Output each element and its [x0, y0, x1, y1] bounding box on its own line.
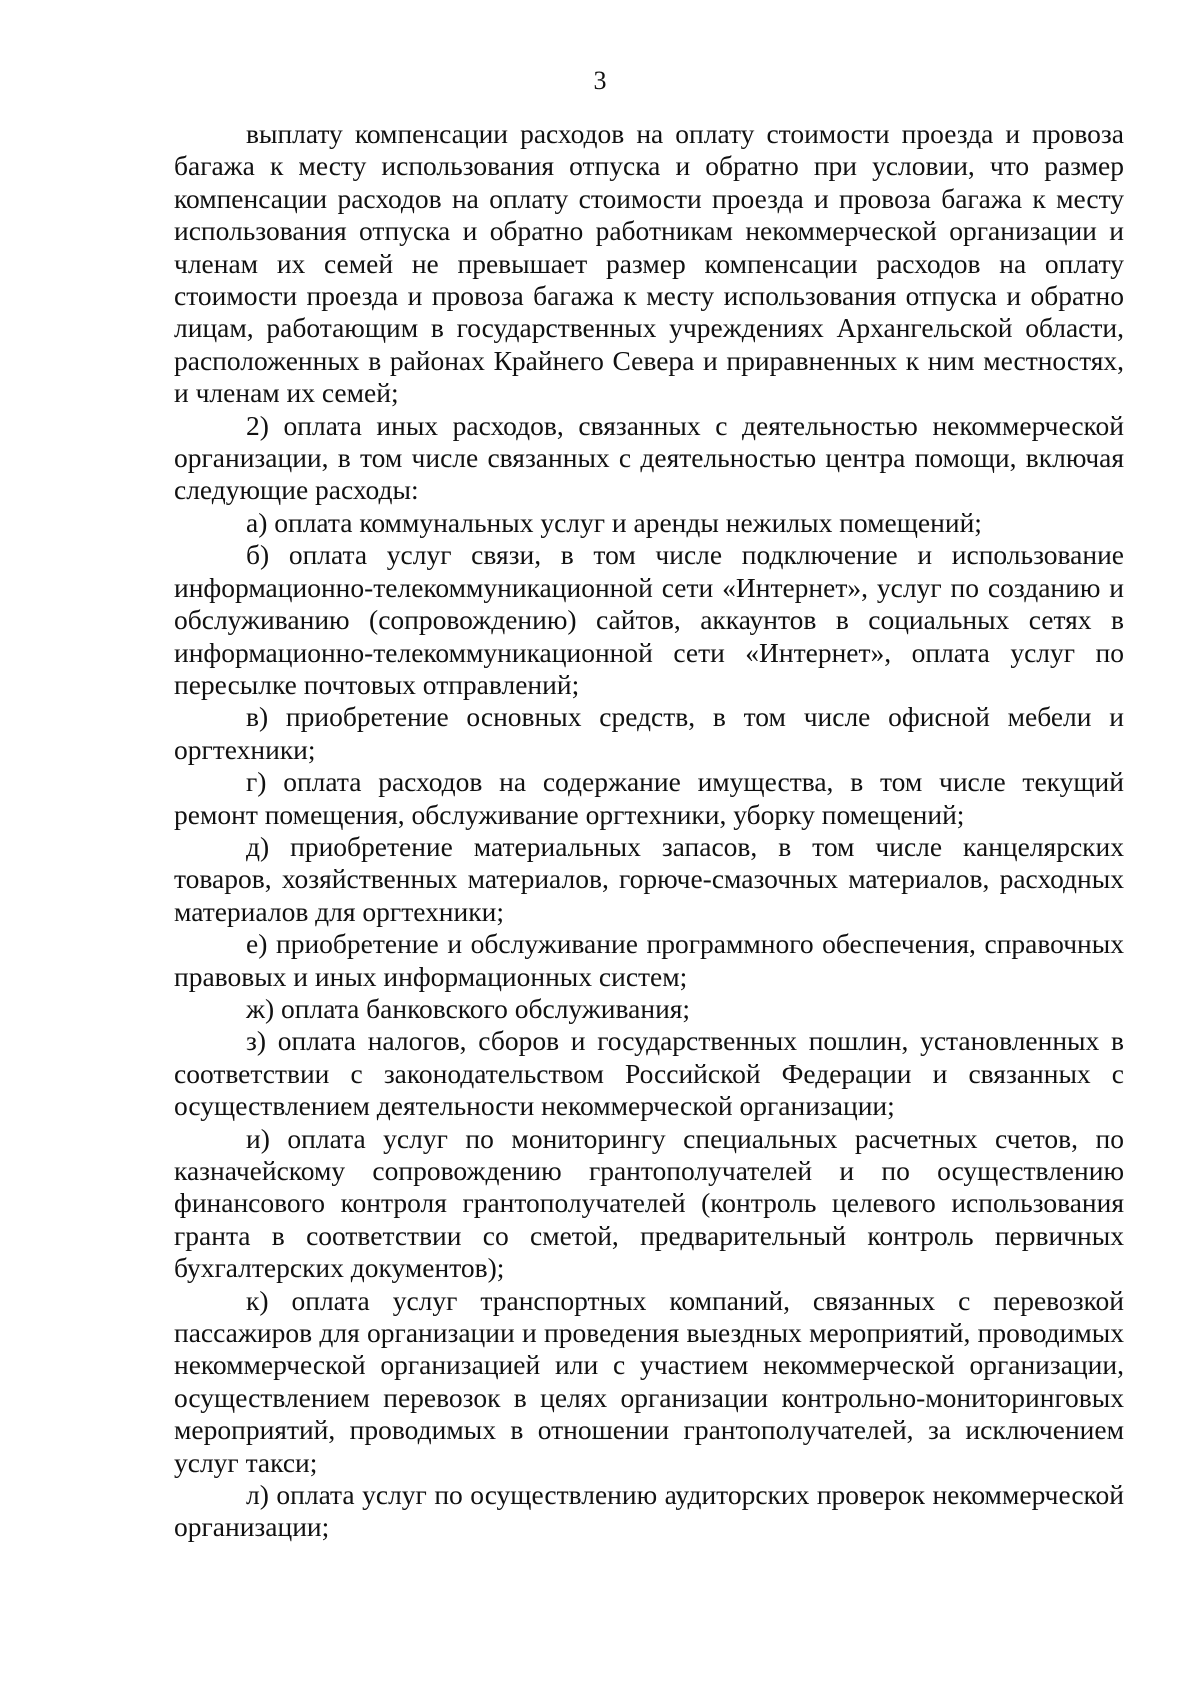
paragraph-compensation: выплату компенсации расходов на оплату стоимости проезда и провоза багажа к месту использования отпуска и обратно при условии, что размер компенсации расходов на оплату стоимости проезда и провоза багажа к месту использования отпуска и обратно работникам некоммерческой организации и членам их семей не превышает размер компенсации расходов на оплату стоимости проезда и провоза багажа к месту использования отпуска и обратно лицам, работающим в государственных учреждениях Архангельской области, расположенных в районах Крайнего Севера и приравненных к ним местностях, и членам их семей; [174, 118, 1124, 409]
document-body [174, 118, 1124, 1544]
paragraph-item-b: б) оплата услуг связи, в том числе подключение и использование информационно-телекоммуникационной сети «Интернет», услуг по созданию и обслуживанию (сопровождению) сайтов, аккаунтов в социальных сетях в информационно-телекоммуникационной сети «Интернет», оплата услуг по пересылке почтовых отправлений; [174, 539, 1124, 700]
paragraph-item-z: з) оплата налогов, сборов и государственных пошлин, установленных в соответствии с законодательством Российской Федерации и связанных с осуществлением деятельности некоммерческой организации; [174, 1025, 1124, 1122]
paragraph-item-2: 2) оплата иных расходов, связанных с деятельностью некоммерческой организации, в том числе связанных с деятельностью центра помощи, включая следующие расходы: [174, 409, 1124, 506]
paragraph-item-g: г) оплата расходов на содержание имущества, в том числе текущий ремонт помещения, обслуживание оргтехники, уборку помещений; [174, 766, 1124, 830]
paragraph-item-v: в) приобретение основных средств, в том числе офисной мебели и оргтехники; [174, 701, 1124, 765]
paragraph-item-a: а) оплата коммунальных услуг и аренды нежилых помещений; [246, 506, 982, 538]
page-number: 3 [593, 66, 607, 95]
paragraph-item-i: и) оплата услуг по мониторингу специальных расчетных счетов, по казначейскому сопровождению грантополучателей и по осуществлению финансового контроля грантополучателей (контроль целевого использования гранта в соответствии со сметой, предварительный контроль первичных бухгалтерских документов); [174, 1122, 1124, 1284]
paragraph-item-l: л) оплата услуг по осуществлению аудиторских проверок некоммерческой организации; [174, 1479, 1124, 1543]
paragraph-item-k: к) оплата услуг транспортных компаний, связанных с перевозкой пассажиров для организации и проведения выездных мероприятий, проводимых некоммерческой организацией или с участием некоммерческой организации, осуществлением перевозок в целях организации контрольно-мониторинговых мероприятий, проводимых в отношении грантополучателей, за исключением услуг такси; [174, 1284, 1124, 1478]
paragraph-item-zh: ж) оплата банковского обслуживания; [246, 992, 691, 1024]
paragraph-item-d: д) приобретение материальных запасов, в том числе канцелярских товаров, хозяйственных материалов, горюче-смазочных материалов, расходных материалов для оргтехники; [174, 830, 1124, 927]
paragraph-item-e: е) приобретение и обслуживание программного обеспечения, справочных правовых и иных информационных систем; [174, 928, 1124, 992]
